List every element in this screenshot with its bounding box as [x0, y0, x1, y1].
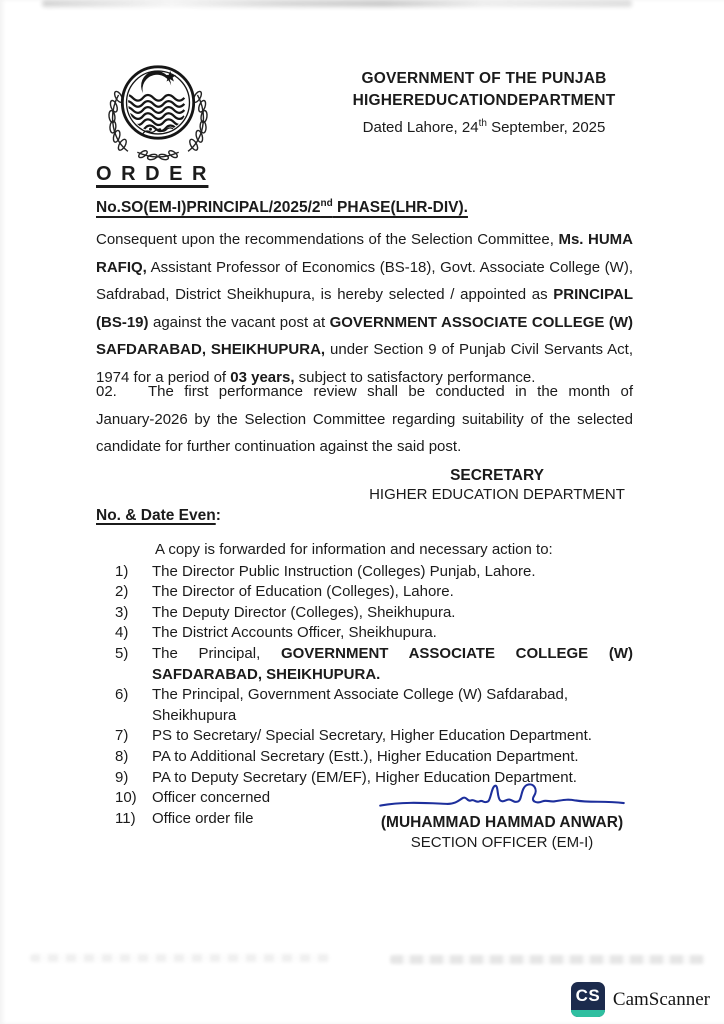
list-item-number: 3) [115, 603, 129, 621]
list-item-number: 7) [115, 727, 129, 745]
list-item-number: 1) [115, 562, 129, 580]
letterhead [346, 70, 622, 136]
order-paragraph-2 [96, 378, 633, 461]
list-item-number: 4) [115, 624, 129, 642]
scan-bleed-artifact-right [390, 955, 705, 964]
list-item-text: The Principal, Government Associate College (W) Safdarabad, Sheikhupura [152, 686, 569, 724]
scan-bleed-artifact-left [30, 954, 330, 962]
officer-name: (MUHAMMAD HAMMAD ANWAR) [380, 814, 624, 831]
list-item-number: 8) [115, 747, 129, 765]
list-item-text: The Principal, GOVERNMENT ASSOCIATE COLLEGE (W) SAFDARABAD, SHEIKHUPURA. [152, 644, 634, 683]
list-item-number: 6) [115, 686, 129, 704]
list-item-text: The Director Public Instruction (Colleges) Punjab, Lahore. [152, 562, 536, 580]
list-item-text: Officer concerned [152, 789, 271, 807]
list-item [96, 726, 633, 747]
list-item-number: 11) [115, 809, 136, 827]
wheat-garland-bottom [137, 149, 178, 160]
list-item [96, 685, 633, 726]
camscanner-label: CamScanner [612, 988, 710, 1010]
signatory-block [347, 467, 647, 503]
camscanner-icon [571, 982, 605, 1017]
distribution-intro: A copy is forwarded for information and necessary action to: [155, 541, 553, 558]
signatory-department: HIGHER EDUCATION DEPARTMENT [369, 486, 625, 503]
list-item [96, 747, 633, 768]
list-item [96, 562, 633, 583]
list-item [96, 603, 633, 624]
list-item-text: PS to Secretary/ Special Secretary, Higher Education Department. [152, 727, 592, 745]
list-item [96, 623, 633, 644]
order-heading: O R D E R [96, 163, 209, 185]
list-item-text: PA to Deputy Secretary (EM/EF), Higher Education Department. [152, 768, 577, 786]
department-title: HIGHEREDUCATIONDEPARTMENT [352, 92, 616, 109]
government-title: GOVERNMENT OF THE PUNJAB [361, 70, 607, 87]
list-item-number: 2) [115, 583, 129, 601]
emblem-outer-ring [122, 67, 193, 138]
list-item-text: The District Accounts Officer, Sheikhupura. [152, 624, 437, 642]
date-line: Dated Lahore, 24th September, 2025 [362, 118, 606, 136]
order-paragraph-1: Consequent upon the recommendations of the Selection Committee, Ms. HUMA RAFIQ, Assistant Professor of Economics (BS-18), Govt. Associate College (W), Safdrabad, District Sheikhupura, is hereby selected / appointed as PRINCIPAL (BS-19) against the vacant post at GOVERNMENT ASSOCIATE COLLEGE (W) SAFDARABAD, SHEIKHUPURA, under Section 9 of Punjab Civil Servants Act, 1974 for a period of 03 years, subject to satisfactory performance. [96, 231, 633, 386]
signatory-title: SECRETARY [450, 467, 544, 484]
list-item-text: Office order file [152, 809, 254, 827]
list-item [96, 644, 633, 685]
punjab-emblem-logo [96, 56, 220, 164]
paragraph-text: The first performance review shall be conducted in the month of January-2026 by the Selection Committee regarding suitability of the selected candidate for further continuation against the said post. [96, 383, 633, 455]
list-item-number: 10) [115, 789, 137, 807]
paragraph-number: 02. [96, 383, 117, 400]
handwritten-signature [356, 778, 648, 816]
camscanner-badge-text: CS [575, 986, 601, 1005]
list-item-text: The Director of Education (Colleges), Lahore. [152, 583, 454, 601]
no-and-date-heading: No. & Date Even: [96, 507, 221, 524]
scan-bleed-artifact-top [42, 0, 632, 7]
list-item-text: The Deputy Director (Colleges), Sheikhupura. [152, 603, 456, 621]
reference-number: No.SO(EM-I)PRINCIPAL/2025/2nd PHASE(LHR-DIV). [96, 197, 468, 216]
list-item-number: 5) [115, 644, 129, 662]
signature-block [352, 778, 652, 851]
list-item [96, 582, 633, 603]
list-item-number: 9) [115, 768, 129, 786]
camscanner-watermark [571, 982, 710, 1017]
officer-title: SECTION OFFICER (EM-I) [410, 834, 594, 851]
list-item-text: PA to Additional Secretary (Estt.), Higher Education Department. [152, 747, 579, 765]
